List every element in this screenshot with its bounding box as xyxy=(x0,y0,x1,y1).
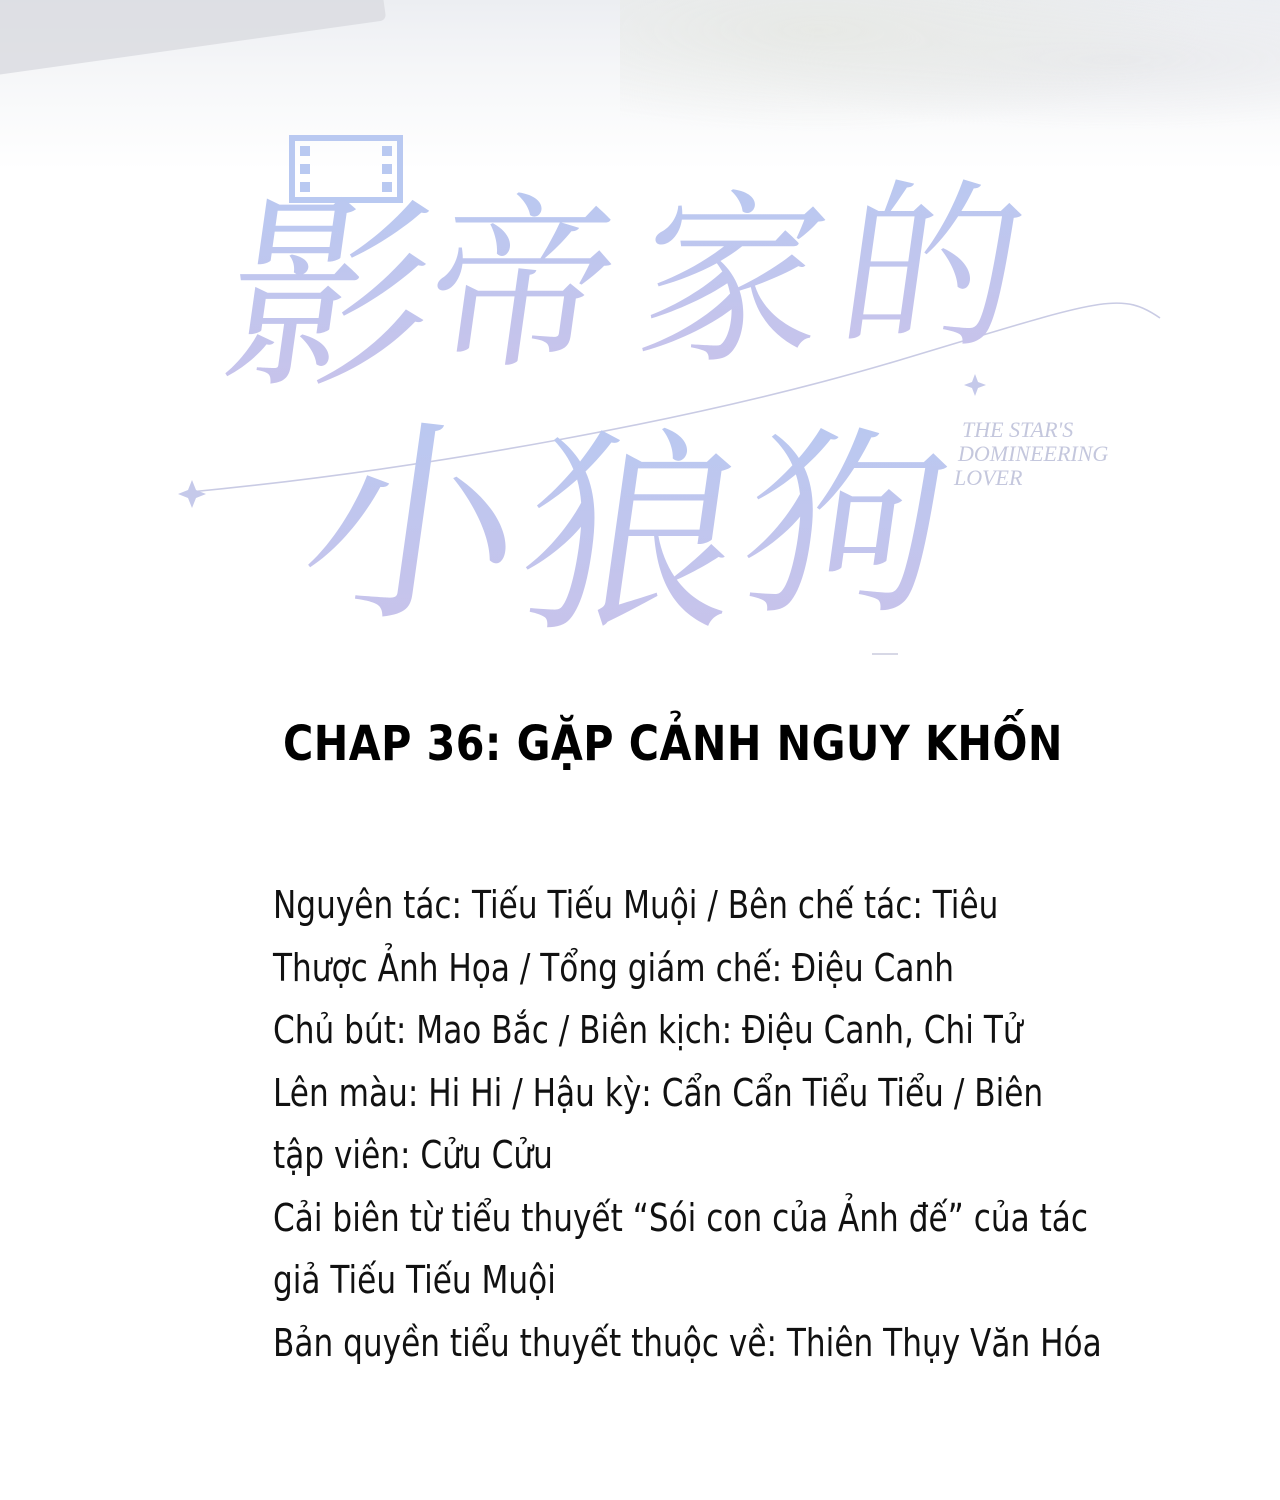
credit-line: Chủ bút: Mao Bắc / Biên kịch: Điệu Canh, Chi Tử xyxy=(273,1008,1023,1052)
chapter-title: CHAP 36: GẶP CẢNH NGUY KHỐN xyxy=(283,716,1063,772)
svg-text:狼: 狼 xyxy=(507,409,758,661)
sparkle-star-icon xyxy=(178,480,206,508)
title-logo xyxy=(0,0,1280,700)
svg-text:小: 小 xyxy=(288,399,539,651)
english-line-2: DOMINEERING xyxy=(958,441,1109,466)
svg-text:的: 的 xyxy=(827,162,1038,373)
svg-text:家: 家 xyxy=(625,172,841,389)
credit-line: Thược Ảnh Họa / Tổng giám chế: Điệu Canh xyxy=(273,945,955,990)
logo-english-title xyxy=(953,417,1108,490)
sparkle-star-icon xyxy=(964,374,986,396)
svg-text:影: 影 xyxy=(211,177,450,417)
credit-line: Lên màu: Hi Hi / Hậu kỳ: Cẩn Cẩn Tiểu Tiểu / Biên xyxy=(273,1070,1044,1115)
english-line-3: LOVER xyxy=(954,465,1023,490)
credit-line: giả Tiếu Tiếu Muội xyxy=(273,1258,556,1302)
credit-line: Nguyên tác: Tiếu Tiếu Muội / Bên chế tác: Tiêu xyxy=(273,883,999,927)
credit-line: Bản quyền tiểu thuyết thuộc về: Thiên Thụy Văn Hóa xyxy=(273,1320,1102,1365)
svg-text:帝: 帝 xyxy=(414,177,631,394)
credits-block xyxy=(273,874,1102,1374)
logo-chinese-title xyxy=(211,163,1037,661)
english-line-1: THE STAR'S xyxy=(962,417,1074,442)
svg-text:狗: 狗 xyxy=(729,409,963,643)
credit-line: Cải biên từ tiểu thuyết “Sói con của Ảnh đế” của tác xyxy=(273,1195,1089,1240)
credit-line: tập viên: Cửu Cửu xyxy=(273,1133,553,1177)
